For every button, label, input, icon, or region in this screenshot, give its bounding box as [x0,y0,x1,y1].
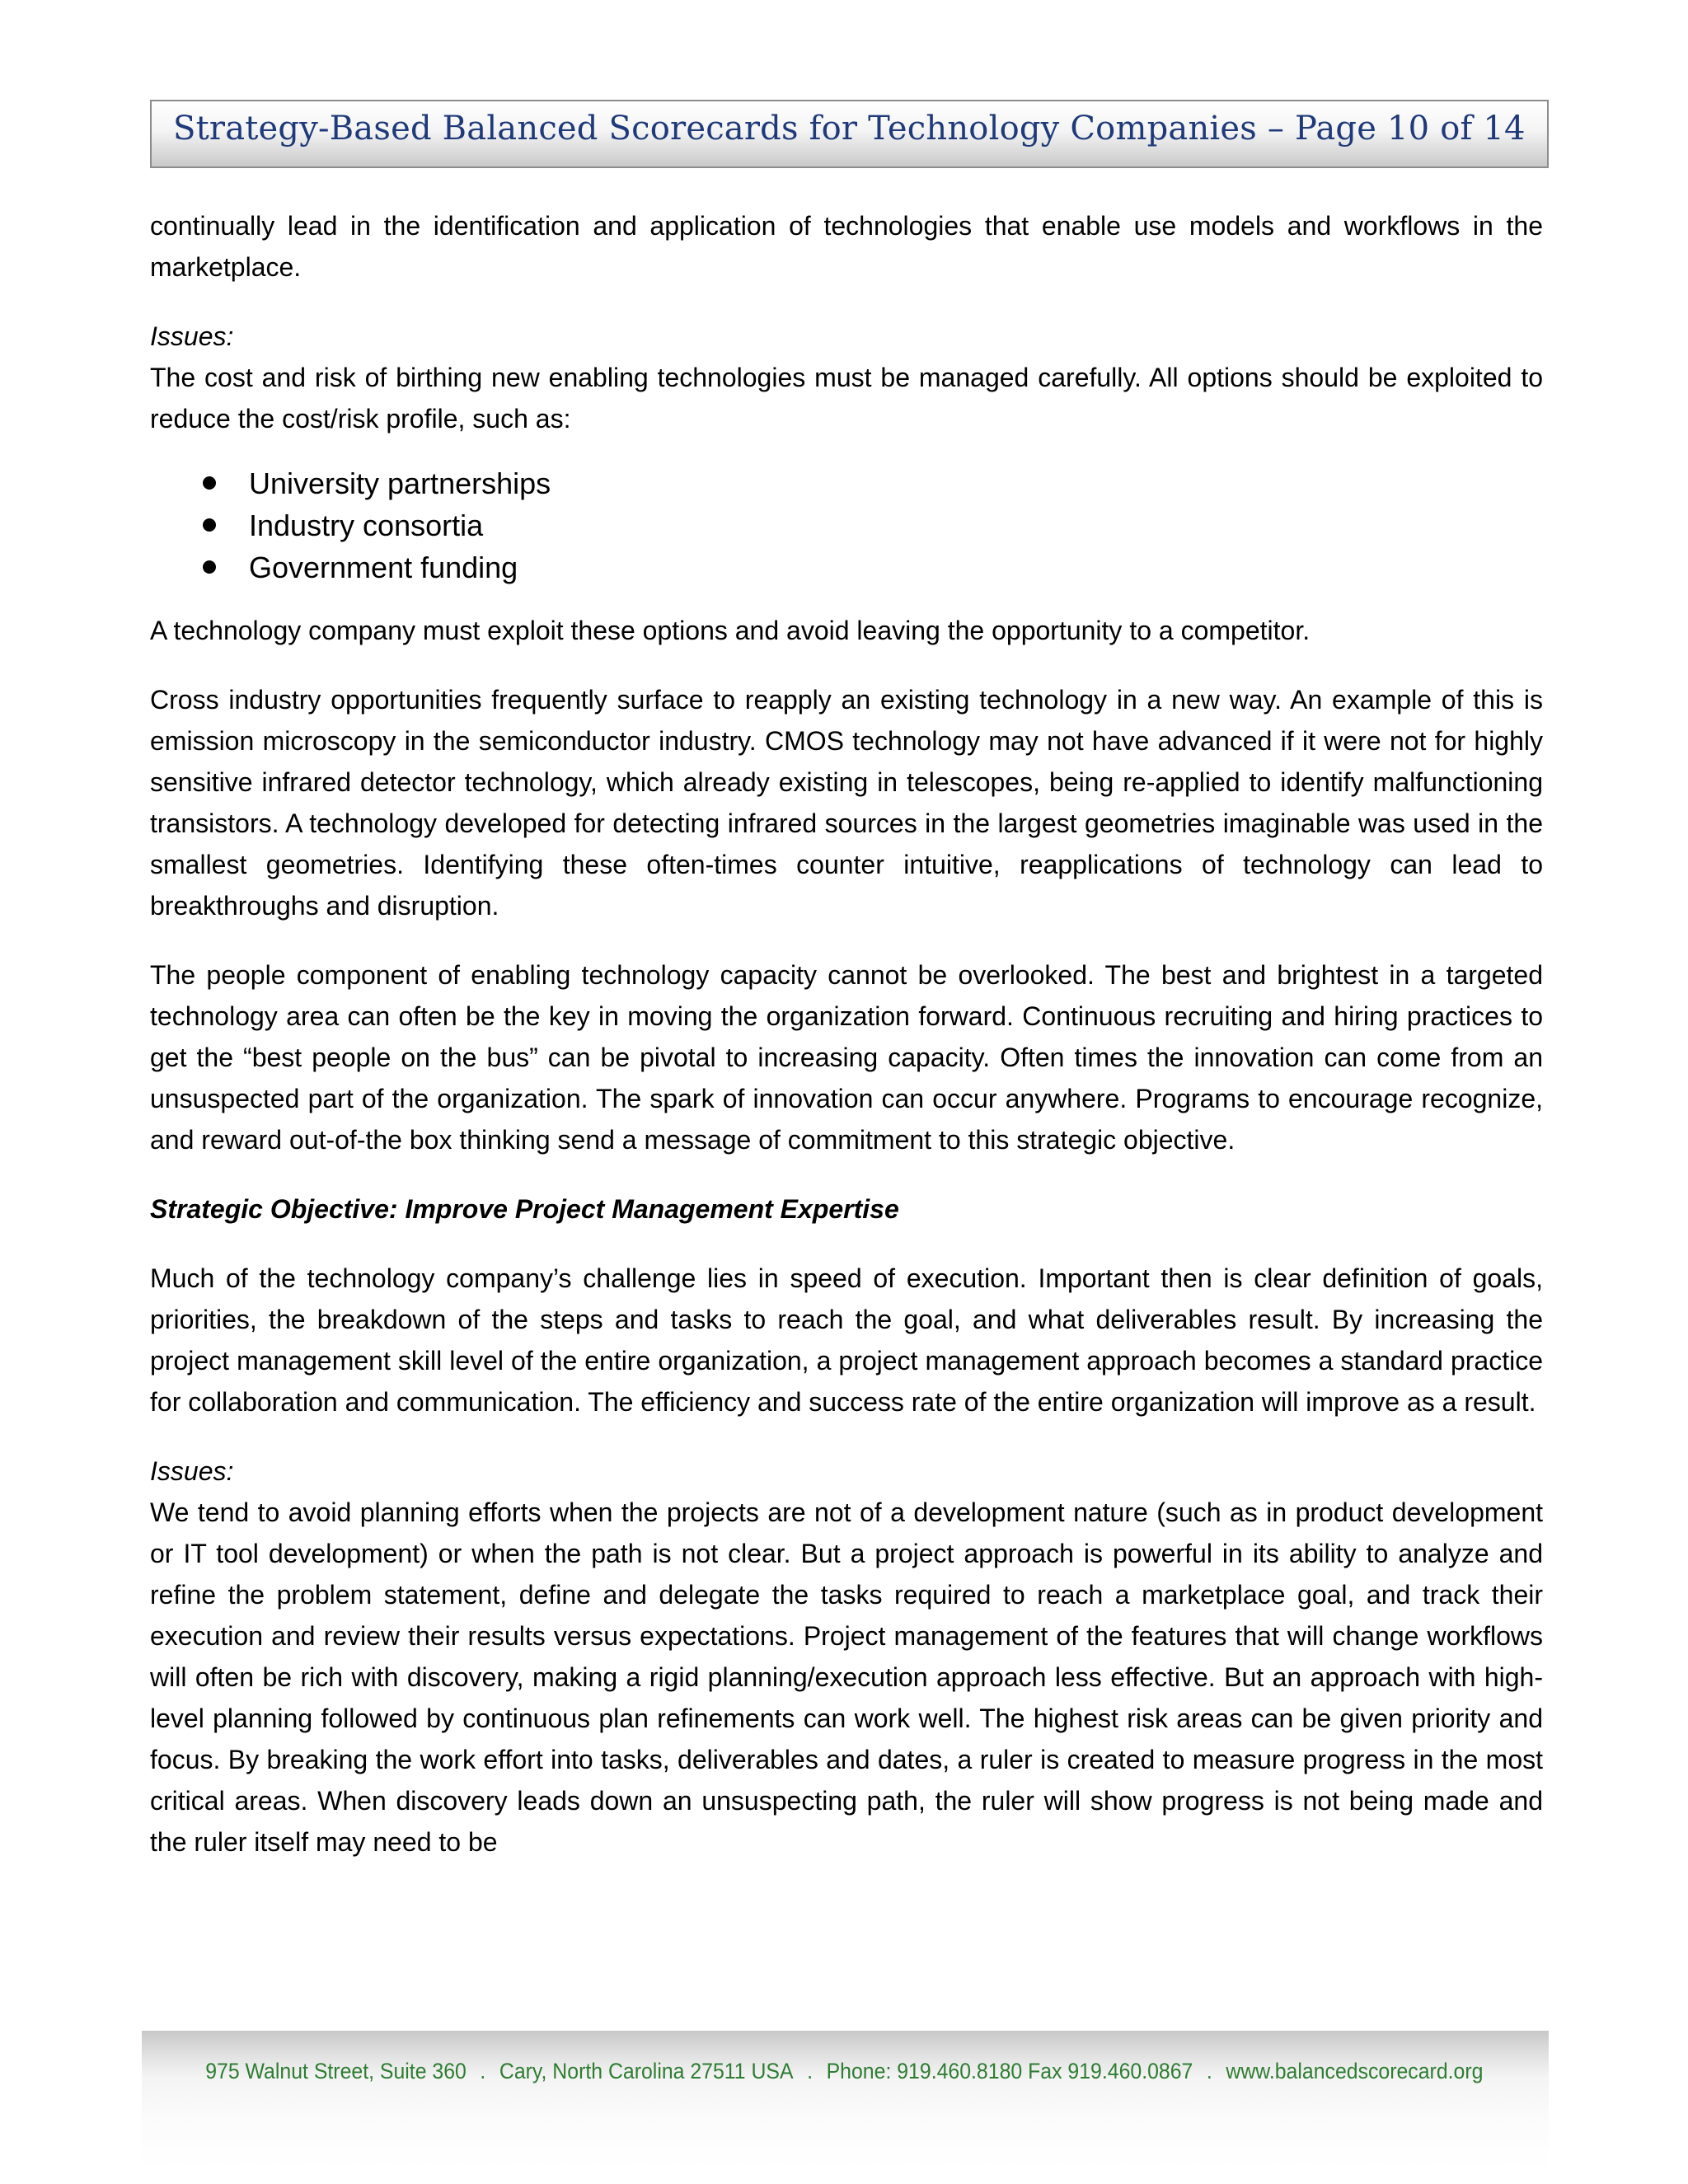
bullet-list [150,462,1543,588]
list-item-text: Government funding [249,551,518,584]
footer-address: 975 Walnut Street, Suite 360 [205,2059,467,2083]
issues-label: Issues: [150,1456,234,1486]
page-title: Strategy-Based Balanced Scorecards for Technology Companies – Page 10 of 14 [173,110,1526,148]
page-header [150,100,1549,168]
paragraph-continuation: continually lead in the identification and application of technologies that enable use models and workflows in the marketplace. [150,211,1543,282]
list-item [150,546,1543,588]
bullet-icon [203,518,216,532]
footer-separator: . [1206,2059,1212,2083]
bullet-icon [203,476,216,490]
issues-text: We tend to avoid planning efforts when the projects are not of a development nature (such as in product development or IT tool development) or when the path is not clear. But a project approach is powerful in its ability to analyze and refine the problem statement, define and delegate the tasks required to reach a marketplace goal, and track their execution and review their results versus expectations. Project management of the features that will change workflows will often be rich with discovery, making a rigid planning/execution approach less effective. But an approach with high-level planning followed by continuous plan refinements can work well. The highest risk areas can be given priority and focus. By breaking the work effort into tasks, deliverables and dates, a ruler is created to measure progress in the most critical areas. When discovery leads down an unsuspecting path, the ruler will show progress is not being made and the ruler itself may need to be [150,1497,1543,1857]
list-item [150,462,1543,504]
issues-label: Issues: [150,321,234,351]
strategic-objective-heading: Strategic Objective: Improve Project Management Expertise [150,1194,899,1224]
issues-section-2 [150,1451,1543,1863]
footer-separator: . [480,2059,486,2083]
footer-fade [142,2080,1549,2171]
paragraph-competitor: A technology company must exploit these options and avoid leaving the opportunity to a competitor. [150,616,1311,645]
footer-website[interactable]: www.balancedscorecard.org [1226,2059,1484,2083]
paragraph-people: The people component of enabling technology capacity cannot be overlooked. The best and brightest in a targeted technology area can often be the key in moving the organization forward. Continuous recruiting and hiring practices to get the “best people on the bus” can be pivotal to increasing capacity. Often times the innovation can come from an unsuspected part of the organization. The spark of innovation can occur anywhere. Programs to encourage recognize, and reward out-of-the box thinking send a message of commitment to this strategic objective. [150,960,1543,1155]
paragraph-execution: Much of the technology company’s challenge lies in speed of execution. Important then is clear definition of goals, priorities, the breakdown of the steps and tasks to reach the goal, and what deliverables result. By increasing the project management skill level of the entire organization, a project management approach becomes a standard practice for collaboration and communication. The efficiency and success rate of the entire organization will improve as a result. [150,1263,1543,1417]
document-body [150,205,1543,1891]
footer-separator: . [807,2059,814,2083]
footer-phone: Phone: 919.460.8180 Fax 919.460.0867 [826,2059,1193,2083]
list-item-text: University partnerships [249,466,551,500]
issues-text: The cost and risk of birthing new enabling technologies must be managed carefully. All options should be exploited to reduce the cost/risk profile, such as: [150,363,1543,434]
issues-section-1 [150,316,1543,439]
list-item-text: Industry consortia [249,509,484,542]
list-item [150,504,1543,546]
page-footer [68,2059,1620,2084]
bullet-icon [203,560,216,574]
paragraph-cross-industry: Cross industry opportunities frequently surface to reapply an existing technology in a new way. An example of this is emission microscopy in the semiconductor industry. CMOS technology may not have advanced if it were not for highly sensitive infrared detector technology, which already existing in telescopes, being re-applied to identify malfunctioning transistors. A technology developed for detecting infrared sources in the largest geometries imaginable was used in the smallest geometries. Identifying these often-times counter intuitive, reapplications of technology can lead to breakthroughs and disruption. [150,685,1543,921]
footer-city: Cary, North Carolina 27511 USA [499,2059,794,2083]
